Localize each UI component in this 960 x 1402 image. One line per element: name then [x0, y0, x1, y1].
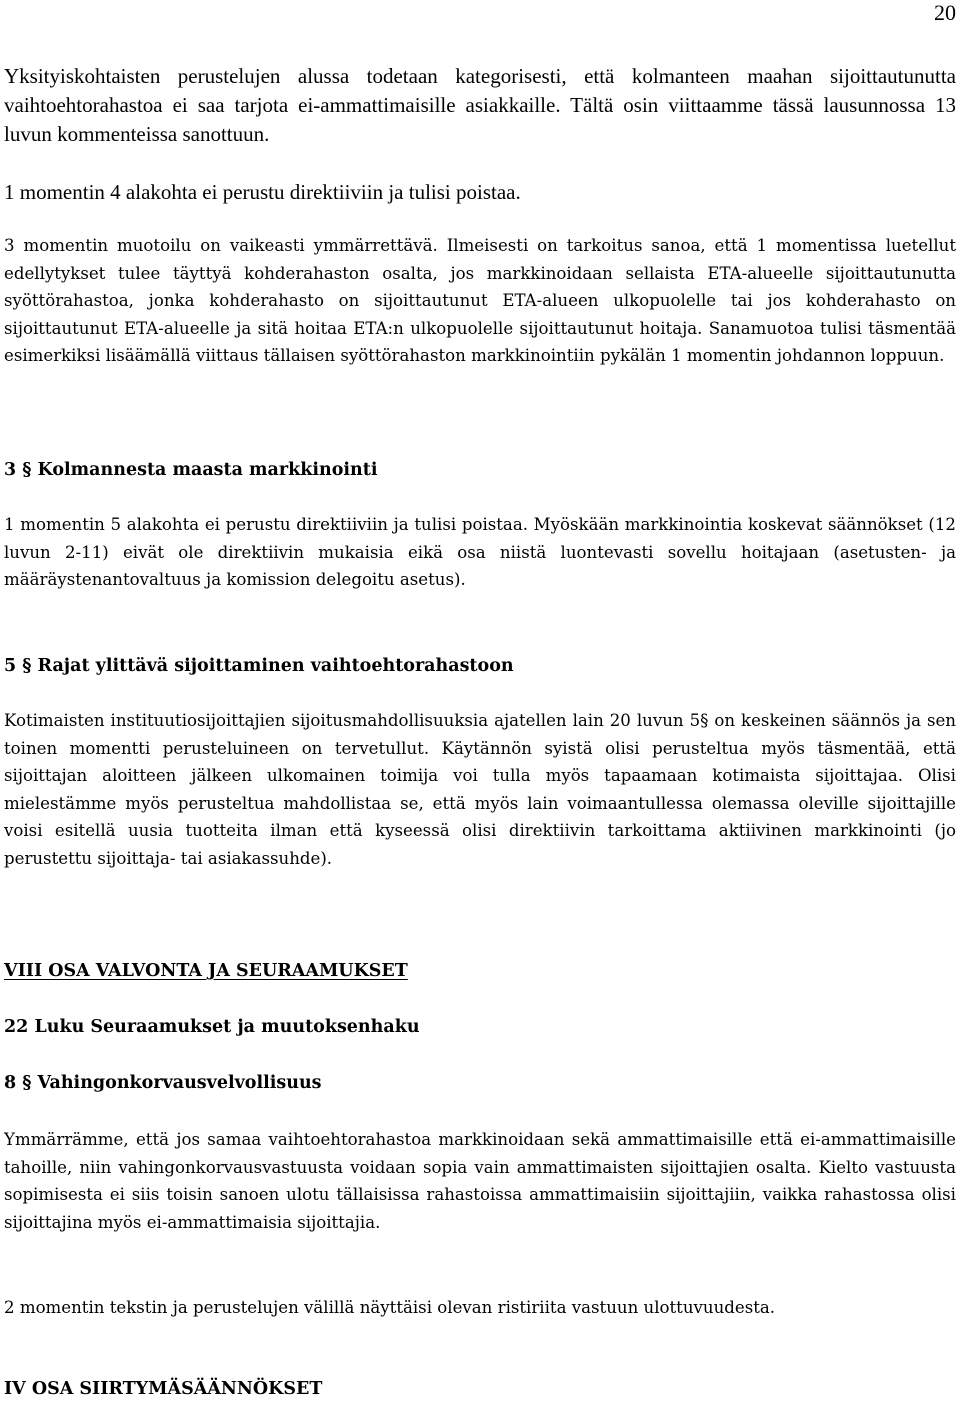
paragraph-moment-2: 2 momentin tekstin ja perustelujen välillä näyttäisi olevan ristiriita vastuun ulottuvuudesta. [4, 1298, 776, 1317]
chapter-heading-22: 22 Luku Seuraamukset ja muutoksenhaku [4, 1017, 420, 1037]
paragraph-moment-4: 1 momentin 4 alakohta ei perustu direktiiviin ja tulisi poistaa. [4, 180, 521, 204]
section-heading-3: 3 § Kolmannesta maasta markkinointi [4, 460, 378, 480]
paragraph-moment-3: 3 momentin muotoilu on vaikeasti ymmärrettävä. Ilmeisesti on tarkoitus sanoa, että 1 momentissa luetellut edellytykset tulee täyttyä kohderahaston osalta, jos markkinoidaan sellaista ETA-alueelle sijoittautunutta syöttörahastoa, jonka kohderahasto on sijoittautunut ETA-alueen ulkopuolelle tai jos kohderahasto on sijoittautunut ETA-alueelle ja sitä hoitaa ETA:n ulkopuolelle sijoittautunut hoitaja. Sanamuotoa tulisi täsmentää esimerkiksi lisäämällä viittaus tällaisen syöttörahaston markkinointiin pykälän 1 momentin johdannon loppuun. [4, 236, 956, 365]
section-heading-8: 8 § Vahingonkorvausvelvollisuus [4, 1073, 322, 1093]
page-number: 20 [934, 0, 956, 25]
section-heading-5: 5 § Rajat ylittävä sijoittaminen vaihtoehtorahastoon [4, 656, 514, 676]
paragraph-liability: Ymmärrämme, että jos samaa vaihtoehtorahastoa markkinoidaan sekä ammattimaisille että ei-ammattimaisille tahoille, niin vahingonkorvausvastuusta voidaan sopia vain ammattimaisten sijoittajien osalta. Kielto vastuusta sopimisesta ei siis toisin sanoen ulotu tällaisissa rahastoissa ammattimaisiin sijoittajiin, vaikka rahastossa olisi sijoittajina myös ei-ammattimaisia sijoittajia. [4, 1130, 956, 1232]
paragraph-moment-5: 1 momentin 5 alakohta ei perustu direktiiviin ja tulisi poistaa. Myöskään markkinointia koskevat säännökset (12 luvun 2-11) eivät ole direktiivin mukaisia eikä osa niistä luontevasti sovellu hoitajaan (asetusten- ja määräystenantovaltuus ja komission delegoitu asetus). [4, 515, 956, 589]
paragraph-intro: Yksityiskohtaisten perustelujen alussa todetaan kategorisesti, että kolmanteen maahan sijoittautunutta vaihtoehtorahastoa ei saa tarjota ei-ammattimaisille asiakkaille. Tältä osin viittaamme tässä lausunnossa 13 luvun kommenteissa sanottuun. [4, 64, 956, 146]
part-heading-viii: VIII OSA VALVONTA JA SEURAAMUKSET [4, 961, 408, 981]
part-heading-iv: IV OSA SIIRTYMÄSÄÄNNÖKSET [4, 1379, 323, 1399]
paragraph-cross-border: Kotimaisten instituutiosijoittajien sijoitusmahdollisuuksia ajatellen lain 20 luvun 5§ on keskeinen säännös ja sen toinen momentti perusteluineen on tervetullut. Käytännön syistä olisi perusteltua myös täsmentää, että sijoittajan aloitteen jälkeen ulkomainen toimija voi tulla myös tapaamaan kotimaista sijoittajaa. Olisi mielestämme myös perusteltua mahdollistaa se, että myös lain voimaantullessa olemassa oleville sijoittajille voisi esitellä uusia tuotteita ilman että kyseessä olisi direktiivin tarkoittama aktiivinen markkinointi (jo perustettu sijoittaja- tai asiakassuhde). [4, 711, 956, 868]
